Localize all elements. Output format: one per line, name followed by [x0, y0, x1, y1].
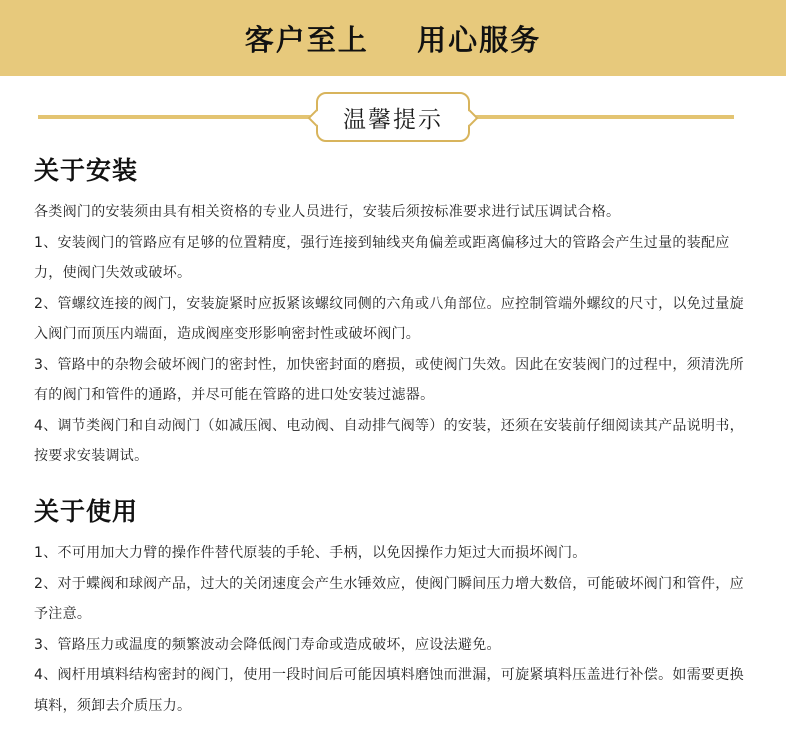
- tip-label: 温馨提示: [343, 106, 443, 133]
- tip-badge: [316, 92, 470, 142]
- install-section: [34, 153, 754, 472]
- install-intro: 各类阀门的安装须由具有相关资格的专业人员进行，安装后须按标准要求进行试压调试合格。: [34, 204, 621, 220]
- tip-divider: [0, 88, 786, 148]
- install-item-1: 1、安装阀门的管路应有足够的位置精度，强行连接到轴线夹角偏差或距离偏移过大的管路会产生过量的装配应力，使阀门失效或破坏。: [34, 234, 730, 281]
- usage-item-3: 3、管路压力或温度的频繁波动会降低阀门寿命或造成破坏，应设法避免。: [34, 636, 501, 653]
- install-item-2: 2、管螺纹连接的阀门，安装旋紧时应扳紧该螺纹同侧的六角或八角部位。应控制管端外螺纹的尺寸，以免过量旋入阀门而顶压内端面，造成阀座变形影响密封性或破坏阀门。: [34, 295, 744, 342]
- usage-item-4: 4、阀杆用填料结构密封的阀门，使用一段时间后可能因填料磨蚀而泄漏，可旋紧填料压盖进行补偿。如需要更换填料，须卸去介质压力。: [34, 667, 744, 714]
- install-item-4: 4、调节类阀门和自动阀门（如减压阀、电动阀、自动排气阀等）的安装，还须在安装前仔细阅读其产品说明书，按要求安装调试。: [34, 417, 744, 464]
- usage-title: 关于使用: [34, 497, 139, 526]
- usage-item-1: 1、不可用加大力臂的操作件替代原装的手轮、手柄，以免因操作力矩过大而损坏阀门。: [34, 545, 587, 561]
- install-item-3: 3、管路中的杂物会破坏阀门的密封性，加快密封面的磨损，或使阀门失效。因此在安装阀门的过程中，须清洗所有的阀门和管件的通路，并尽可能在管路的进口处安装过滤器。: [34, 356, 744, 403]
- header-banner: [0, 0, 786, 76]
- divider-line-right: [464, 115, 734, 119]
- usage-section: [34, 494, 754, 721]
- usage-item-2: 2、对于蝶阀和球阀产品，过大的关闭速度会产生水锤效应，使阀门瞬间压力增大数倍，可能破坏阀门和管件，应予注意。: [34, 575, 744, 622]
- banner-title: 客户至上 用心服务: [244, 22, 542, 57]
- install-title: 关于安装: [34, 156, 139, 185]
- divider-line-left: [38, 115, 324, 119]
